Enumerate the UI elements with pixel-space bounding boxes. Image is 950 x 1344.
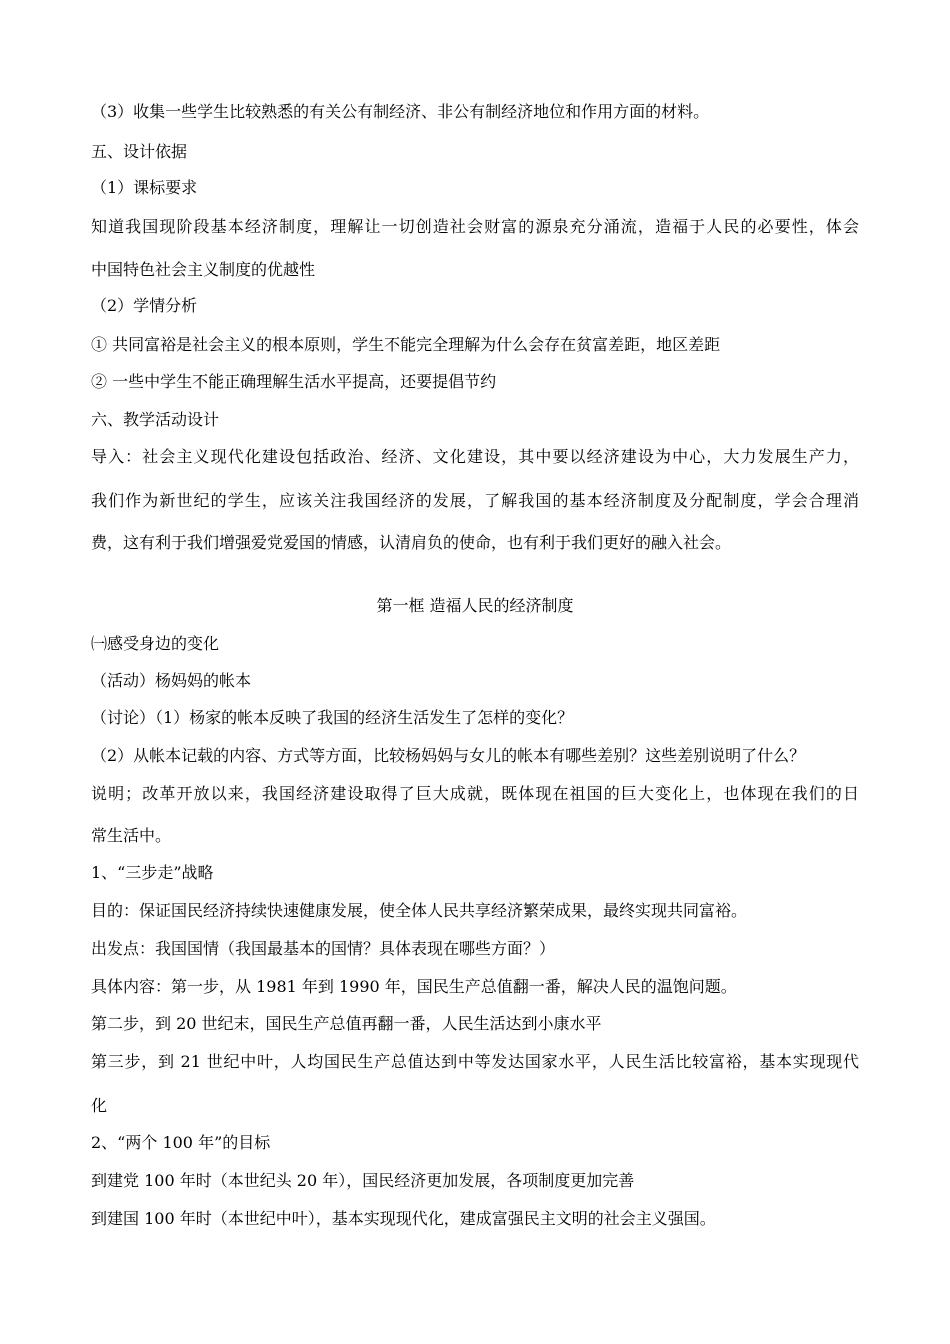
text-line: 第二步，到 20 世纪末，国民生产总值再翻一番，人民生活达到小康水平 [91, 1014, 602, 1033]
section-heading: 六、教学活动设计 [91, 410, 220, 429]
text-line: ② 一些中学生不能正确理解生活水平提高，还要提倡节约 [91, 372, 497, 391]
text-line: 费，这有利于我们增强爱党爱国的情感，认清肩负的使命，也有利于我们更好的融入社会。 [91, 533, 732, 552]
text-line: 目的：保证国民经济持续快速健康发展，使全体人民共享经济繁荣成果，最终实现共同富裕。 [91, 901, 748, 920]
text-line: 中国特色社会主义制度的优越性 [91, 260, 316, 279]
subsection-heading: 1、“三步走”战略 [91, 863, 214, 882]
section-heading: 五、设计依据 [91, 142, 188, 161]
text-line: 到建党 100 年时（本世纪头 20 年），国民经济更加发展，各项制度更加完善 [91, 1171, 635, 1190]
text-line: 导入：社会主义现代化建设包括政治、经济、文化建设，其中要以经济建设为中心，大力发展生产力， [91, 447, 859, 466]
text-line: 出发点：我国国情（我国最基本的国情？具体表现在哪些方面？） [91, 939, 556, 958]
subsection-heading: （2）学情分析 [91, 296, 198, 315]
text-line: （活动）杨妈妈的帐本 [91, 671, 252, 690]
text-line: （2）从帐本记载的内容、方式等方面，比较杨妈妈与女儿的帐本有哪些差别？这些差别说明了什么？ [91, 746, 806, 765]
text-line: 第三步，到 21 世纪中叶，人均国民生产总值达到中等发达国家水平，人民生活比较富裕，基本实现现代 [91, 1052, 859, 1071]
text-line: 到建国 100 年时（本世纪中叶），基本实现现代化，建成富强民主文明的社会主义强国。 [91, 1209, 716, 1228]
text-line: （3）收集一些学生比较熟悉的有关公有制经济、非公有制经济地位和作用方面的材料。 [91, 102, 710, 121]
text-line: 说明；改革开放以来，我国经济建设取得了巨大成就，既体现在祖国的巨大变化上，也体现在我们的日 [91, 784, 859, 803]
text-line: 知道我国现阶段基本经济制度，理解让一切创造社会财富的源泉充分涌流，造福于人民的必要性，体会 [91, 217, 859, 236]
text-line: （讨论）（1）杨家的帐本反映了我国的经济生活发生了怎样的变化？ [91, 708, 574, 727]
text-line: ① 共同富裕是社会主义的根本原则，学生不能完全理解为什么会存在贫富差距，地区差距 [91, 335, 721, 354]
text-line: 常生活中。 [91, 826, 172, 845]
text-line: 具体内容：第一步，从 1981 年到 1990 年，国民生产总值翻一番，解决人民的温饱问题。 [91, 977, 737, 996]
text-line: 化 [91, 1096, 108, 1115]
subsection-heading: ㈠感受身边的变化 [91, 634, 220, 653]
subsection-heading: （1）课标要求 [91, 178, 198, 197]
chapter-title: 第一框 造福人民的经济制度 [376, 596, 574, 615]
text-line: 我们作为新世纪的学生，应该关注我国经济的发展，了解我国的基本经济制度及分配制度，学会合理消 [91, 491, 859, 510]
subsection-heading: 2、“两个 100 年”的目标 [91, 1133, 271, 1152]
